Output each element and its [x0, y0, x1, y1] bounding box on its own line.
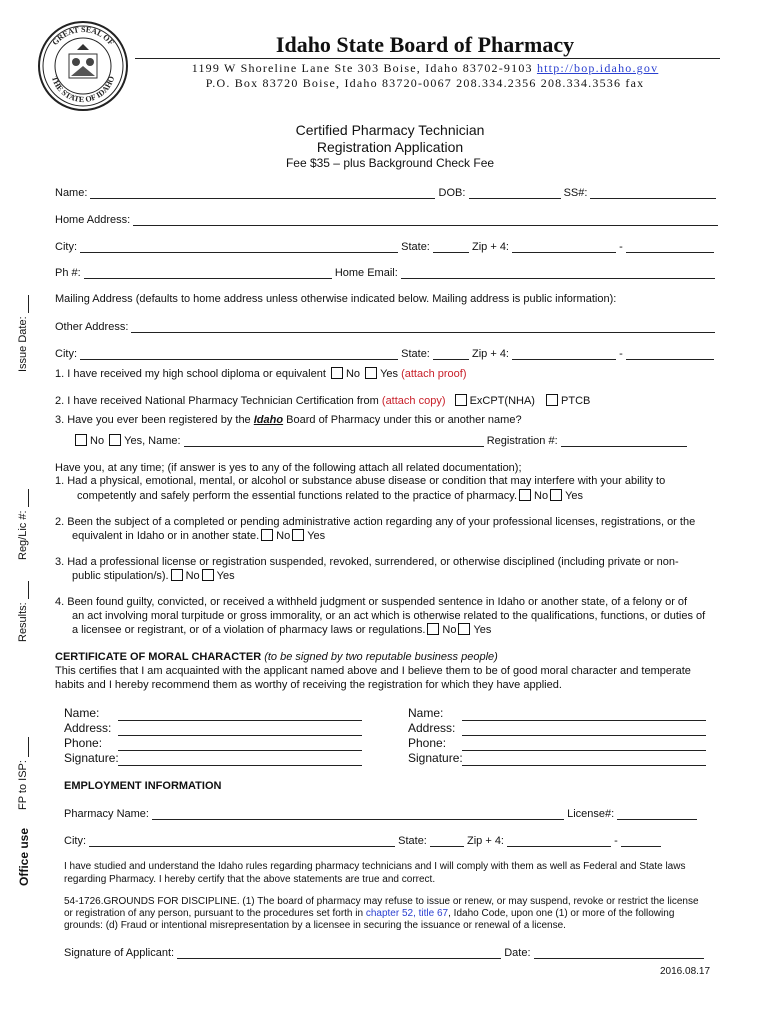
- other-address-row: Other Address:: [55, 320, 715, 333]
- d2-line-a: 2. Been the subject of a completed or pending administrative action regarding any of your professional licenses, registrations, or the: [55, 516, 696, 528]
- reg-lic-field[interactable]: [18, 489, 29, 507]
- d3-line-b: public stipulation/s). No Yes: [72, 570, 235, 582]
- moral-text-1: This certifies that I am acquainted with the applicant named above and I believe them to be of good moral character and temperate: [55, 665, 691, 677]
- mailing-zip-ext-field[interactable]: [626, 347, 714, 360]
- name-row: Name: DOB: SS#:: [55, 186, 716, 199]
- office-reg-lic: Reg/Lic #:: [17, 489, 29, 560]
- discipline-line-3: grounds: (d) Fraud or intentional misrepresentation by a licensee in securing the issuance or renewal of a license.: [64, 920, 566, 931]
- d3-line-a: 3. Had a professional license or registration suspended, revoked, surrendered, or otherwise disciplined (including private or non-: [55, 556, 679, 568]
- phone-row: Ph #: Home Email:: [55, 266, 715, 279]
- discipline-line-1: 54-1726.GROUNDS FOR DISCIPLINE. (1) The board of pharmacy may refuse to issue or renew, or may suspend, revoke or restrict the license: [64, 896, 699, 907]
- board-title: Idaho State Board of Pharmacy: [275, 32, 575, 57]
- certify-line-2: regarding Pharmacy. I hereby certify that the above statements are true and correct.: [64, 874, 436, 885]
- office-results: Results:: [17, 581, 29, 642]
- d1-no-checkbox[interactable]: [519, 489, 531, 501]
- results-field[interactable]: [18, 581, 29, 599]
- dob-field[interactable]: [469, 186, 561, 199]
- moral-text-2: habits and I hereby recommend them as worthy of receiving the registration for which they have applied.: [55, 679, 562, 691]
- mailing-note: Mailing Address (defaults to home address unless otherwise indicated below. Mailing address is public information):: [55, 293, 617, 305]
- fee-line: Fee $35 – plus Background Check Fee: [285, 156, 495, 170]
- d1-yes-checkbox[interactable]: [550, 489, 562, 501]
- certify-line-1: I have studied and understand the Idaho rules regarding pharmacy technicians and I will comply with them as well as Federal and State laws: [64, 861, 686, 872]
- phone-field[interactable]: [84, 266, 332, 279]
- q3-registration-field[interactable]: [561, 434, 687, 447]
- q1-no-checkbox[interactable]: [331, 367, 343, 379]
- fp-to-isp-field[interactable]: [18, 737, 29, 757]
- ref1-name-field[interactable]: [118, 708, 362, 721]
- employment-city-row: City: State: Zip + 4: -: [64, 834, 661, 847]
- d3-no-checkbox[interactable]: [171, 569, 183, 581]
- ref1-phone-field[interactable]: [118, 738, 362, 751]
- d2-line-b: equivalent in Idaho or in another state. No Yes: [72, 530, 326, 542]
- ref2-phone-field[interactable]: [462, 738, 706, 751]
- ref1-address-field[interactable]: [118, 723, 362, 736]
- header-po-line: P.O. Box 83720 Boise, Idaho 83720-0067 208.334.2356 208.334.3536 fax: [205, 76, 645, 90]
- header-rule: [135, 58, 720, 59]
- excpt-checkbox[interactable]: [455, 394, 467, 406]
- city-row: City: State: Zip + 4: -: [55, 240, 714, 253]
- ptcb-checkbox[interactable]: [546, 394, 558, 406]
- svg-text:GREAT SEAL OF: GREAT SEAL OF: [50, 24, 116, 48]
- question-1: 1. I have received my high school diploma or equivalent No Yes (attach proof): [55, 368, 467, 380]
- city-field[interactable]: [80, 240, 398, 253]
- moral-heading-row: CERTIFICATE OF MORAL CHARACTER (to be signed by two reputable business people): [55, 651, 498, 663]
- d1-line-a: 1. Had a physical, emotional, mental, or alcohol or substance abuse disease or condition that may interfere with your ability to: [55, 475, 666, 487]
- question-3: 3. Have you ever been registered by the Idaho Board of Pharmacy under this or another name?: [55, 414, 522, 426]
- form-title-line2: Registration Application: [316, 139, 464, 155]
- header-address: 1199 W Shoreline Lane Ste 303 Boise, Idaho 83702-9103 http://bop.idaho.gov: [191, 61, 659, 75]
- d4-line-a: 4. Been found guilty, convicted, or received a withheld judgment or suspended sentence in Idaho or another state, of a felony or of: [55, 596, 688, 608]
- mailing-city-row: City: State: Zip + 4: -: [55, 347, 714, 360]
- q3-no-checkbox[interactable]: [75, 434, 87, 446]
- d3-yes-checkbox[interactable]: [202, 569, 214, 581]
- question-2: 2. I have received National Pharmacy Technician Certification from (attach copy) ExCPT(NHA) PTCB: [55, 395, 591, 407]
- q3-yes-checkbox[interactable]: [109, 434, 121, 446]
- zip-ext-field[interactable]: [626, 240, 714, 253]
- state-field[interactable]: [433, 240, 469, 253]
- mailing-city-field[interactable]: [80, 347, 398, 360]
- ref1-signature-field[interactable]: [118, 753, 362, 766]
- home-address-field[interactable]: [133, 213, 718, 226]
- home-address-row: Home Address:: [55, 213, 718, 226]
- pharmacy-name-field[interactable]: [152, 807, 564, 820]
- other-address-field[interactable]: [131, 320, 715, 333]
- employment-state-field[interactable]: [430, 834, 464, 847]
- employment-heading: EMPLOYMENT INFORMATION: [64, 780, 222, 792]
- svg-text:THE STATE OF IDAHO: THE STATE OF IDAHO: [49, 74, 117, 105]
- applicant-signature-field[interactable]: [177, 946, 501, 959]
- d4-line-c: a licensee or registrant, or of a violation of pharmacy laws or regulations. No Yes: [72, 624, 492, 636]
- zip-field[interactable]: [512, 240, 616, 253]
- mailing-zip-field[interactable]: [512, 347, 616, 360]
- d4-line-b: an act involving moral turpitude or gross immorality, or an act which is otherwise related to the qualifications, functions, or duties of: [72, 610, 706, 622]
- d2-no-checkbox[interactable]: [261, 529, 273, 541]
- version-date: 2016.08.17: [660, 966, 711, 977]
- d4-yes-checkbox[interactable]: [458, 623, 470, 635]
- pharmacy-row: Pharmacy Name: License#:: [64, 807, 697, 820]
- d2-yes-checkbox[interactable]: [292, 529, 304, 541]
- q3-name-field[interactable]: [184, 434, 484, 447]
- issue-date-field[interactable]: [18, 295, 29, 313]
- d4-no-checkbox[interactable]: [427, 623, 439, 635]
- license-field[interactable]: [617, 807, 697, 820]
- employment-city-field[interactable]: [89, 834, 395, 847]
- applicant-signature-row: Signature of Applicant: Date:: [64, 946, 704, 959]
- chapter-link[interactable]: chapter 52, title 67: [365, 908, 449, 919]
- employment-zip-ext-field[interactable]: [621, 834, 661, 847]
- office-issue-date: Issue Date:: [17, 295, 29, 372]
- ref2-signature-field[interactable]: [462, 753, 706, 766]
- state-seal: [37, 20, 129, 112]
- q1-yes-checkbox[interactable]: [365, 367, 377, 379]
- name-field[interactable]: [90, 186, 435, 199]
- d1-line-b: competently and safely perform the essential functions related to the practice of pharmacy. No Yes: [77, 490, 584, 502]
- ss-field[interactable]: [590, 186, 716, 199]
- applicant-date-field[interactable]: [534, 946, 704, 959]
- discipline-line-2: or registration of any person, pursuant to the procedures set forth in chapter 52, title 67, Idaho Code, upon one (1) or more of the following: [64, 908, 675, 919]
- question-3-answer: No Yes, Name: Registration #:: [73, 434, 687, 447]
- ref2-name-field[interactable]: [462, 708, 706, 721]
- ref2-address-field[interactable]: [462, 723, 706, 736]
- office-use-label: Office use: [17, 827, 31, 886]
- have-you-intro: Have you, at any time; (if answer is yes to any of the following attach all related documentation);: [55, 462, 522, 474]
- home-email-field[interactable]: [401, 266, 715, 279]
- website-link[interactable]: http://bop.idaho.gov: [536, 61, 659, 75]
- mailing-state-field[interactable]: [433, 347, 469, 360]
- employment-zip-field[interactable]: [507, 834, 611, 847]
- form-title-line1: Certified Pharmacy Technician: [295, 122, 485, 138]
- reference-1: Name: Address: Phone: Signature:: [64, 706, 362, 766]
- reference-2: Name: Address: Phone: Signature:: [408, 706, 706, 766]
- office-fp-to-isp: FP to ISP:: [17, 737, 29, 810]
